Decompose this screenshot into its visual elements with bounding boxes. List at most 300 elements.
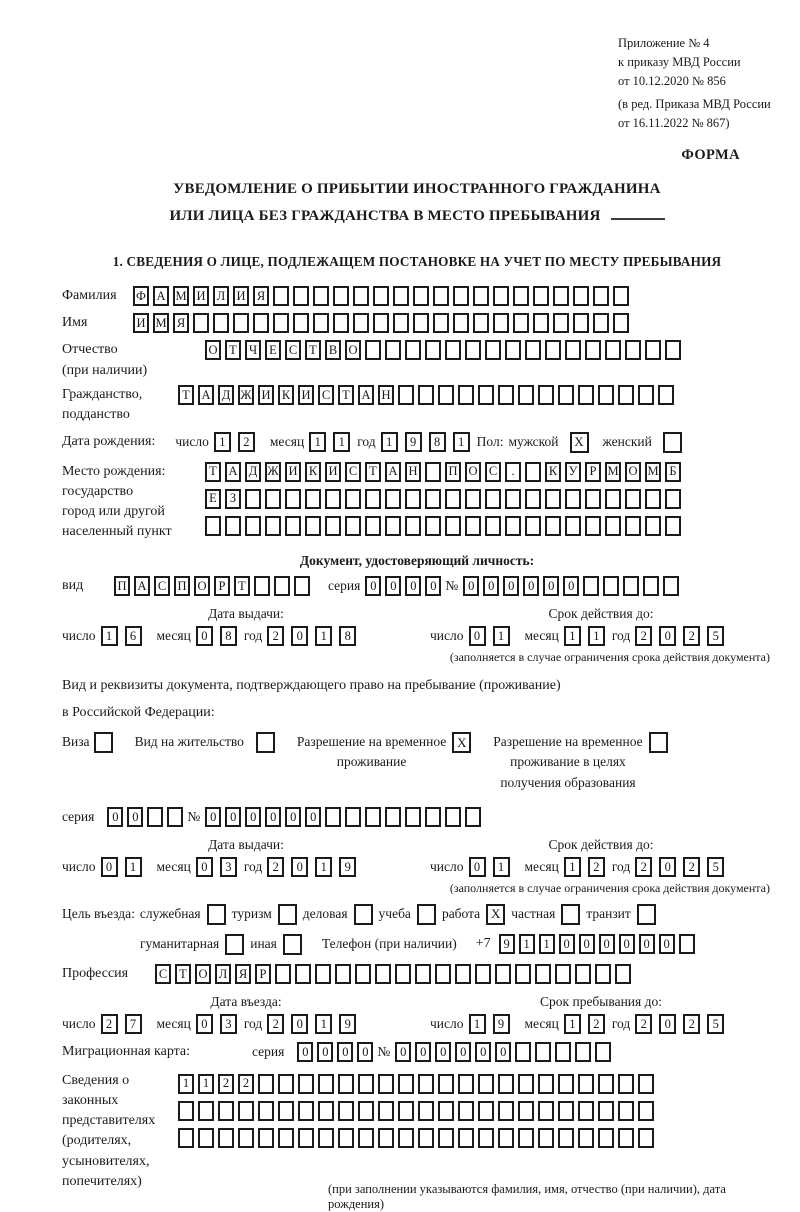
char-cell[interactable]: 0: [405, 576, 421, 596]
char-cell[interactable]: [375, 964, 391, 984]
char-cell[interactable]: [585, 489, 601, 509]
char-cell[interactable]: М: [173, 286, 189, 306]
char-cell[interactable]: [515, 1042, 531, 1062]
char-cell[interactable]: [398, 1101, 414, 1121]
char-cell[interactable]: 8: [339, 626, 356, 646]
char-cell[interactable]: [538, 1128, 554, 1148]
char-cell[interactable]: [405, 489, 421, 509]
char-cell[interactable]: [583, 576, 599, 596]
char-cell[interactable]: 2: [218, 1074, 234, 1094]
char-cell[interactable]: [365, 340, 381, 360]
char-cell[interactable]: [478, 1074, 494, 1094]
char-cell[interactable]: [315, 964, 331, 984]
char-cell[interactable]: 1: [315, 857, 332, 877]
char-cell[interactable]: 1: [309, 432, 326, 452]
char-cell[interactable]: [665, 340, 681, 360]
char-cell[interactable]: [493, 313, 509, 333]
char-cell[interactable]: [273, 313, 289, 333]
char-cell[interactable]: 0: [563, 576, 579, 596]
char-cell[interactable]: [605, 340, 621, 360]
char-cell[interactable]: [298, 1128, 314, 1148]
char-cell[interactable]: [545, 340, 561, 360]
char-cell[interactable]: [573, 286, 589, 306]
char-cell[interactable]: О: [194, 576, 210, 596]
char-cell[interactable]: [358, 1128, 374, 1148]
char-cell[interactable]: [445, 489, 461, 509]
char-cell[interactable]: 0: [543, 576, 559, 596]
char-cell[interactable]: [545, 516, 561, 536]
char-cell[interactable]: .: [505, 462, 521, 482]
char-cell[interactable]: [305, 516, 321, 536]
char-cell[interactable]: Я: [253, 286, 269, 306]
char-cell[interactable]: [295, 964, 311, 984]
char-cell[interactable]: [258, 1074, 274, 1094]
char-cell[interactable]: У: [565, 462, 581, 482]
char-cell[interactable]: [238, 1128, 254, 1148]
char-cell[interactable]: [478, 1101, 494, 1121]
char-cell[interactable]: [505, 489, 521, 509]
char-cell[interactable]: [293, 286, 309, 306]
char-cell[interactable]: [485, 489, 501, 509]
char-cell[interactable]: [535, 964, 551, 984]
char-cell[interactable]: [253, 313, 269, 333]
char-cell[interactable]: Я: [235, 964, 251, 984]
char-cell[interactable]: [658, 385, 674, 405]
char-cell[interactable]: 7: [125, 1014, 142, 1034]
char-cell[interactable]: [665, 516, 681, 536]
char-cell[interactable]: 0: [265, 807, 281, 827]
char-cell[interactable]: [525, 462, 541, 482]
char-cell[interactable]: [285, 489, 301, 509]
char-cell[interactable]: А: [385, 462, 401, 482]
char-cell[interactable]: [638, 1074, 654, 1094]
char-cell[interactable]: 1: [493, 857, 510, 877]
char-cell[interactable]: [603, 576, 619, 596]
char-cell[interactable]: [365, 489, 381, 509]
char-cell[interactable]: [353, 286, 369, 306]
char-cell[interactable]: Д: [218, 385, 234, 405]
char-cell[interactable]: 9: [339, 1014, 356, 1034]
char-cell[interactable]: С: [485, 462, 501, 482]
char-cell[interactable]: [495, 964, 511, 984]
char-cell[interactable]: О: [195, 964, 211, 984]
char-cell[interactable]: 2: [635, 1014, 652, 1034]
char-cell[interactable]: [425, 462, 441, 482]
char-cell[interactable]: [438, 1101, 454, 1121]
char-cell[interactable]: 5: [707, 626, 724, 646]
char-cell[interactable]: 0: [659, 857, 676, 877]
char-cell[interactable]: 1: [315, 1014, 332, 1034]
char-cell[interactable]: [605, 516, 621, 536]
char-cell[interactable]: 1: [214, 432, 231, 452]
char-cell[interactable]: 1: [178, 1074, 194, 1094]
char-cell[interactable]: 0: [503, 576, 519, 596]
char-cell[interactable]: [425, 340, 441, 360]
char-cell[interactable]: [458, 385, 474, 405]
char-cell[interactable]: [513, 286, 529, 306]
char-cell[interactable]: 2: [238, 1074, 254, 1094]
char-cell[interactable]: [473, 313, 489, 333]
char-cell[interactable]: [178, 1128, 194, 1148]
char-cell[interactable]: [558, 1101, 574, 1121]
char-cell[interactable]: Т: [175, 964, 191, 984]
char-cell[interactable]: [525, 340, 541, 360]
char-cell[interactable]: [398, 1128, 414, 1148]
char-cell[interactable]: 1: [198, 1074, 214, 1094]
char-cell[interactable]: [533, 313, 549, 333]
purpose-official-checkbox[interactable]: [207, 904, 226, 925]
char-cell[interactable]: Б: [665, 462, 681, 482]
char-cell[interactable]: [598, 1101, 614, 1121]
char-cell[interactable]: [385, 807, 401, 827]
char-cell[interactable]: 0: [196, 1014, 213, 1034]
char-cell[interactable]: [233, 313, 249, 333]
char-cell[interactable]: 0: [127, 807, 143, 827]
char-cell[interactable]: 8: [220, 626, 237, 646]
char-cell[interactable]: [345, 516, 361, 536]
purpose-tourism-checkbox[interactable]: [278, 904, 297, 925]
char-cell[interactable]: 2: [635, 857, 652, 877]
char-cell[interactable]: 0: [196, 857, 213, 877]
char-cell[interactable]: [425, 516, 441, 536]
char-cell[interactable]: Т: [178, 385, 194, 405]
char-cell[interactable]: 0: [579, 934, 595, 954]
char-cell[interactable]: [238, 1101, 254, 1121]
char-cell[interactable]: [425, 489, 441, 509]
char-cell[interactable]: А: [134, 576, 150, 596]
char-cell[interactable]: 0: [395, 1042, 411, 1062]
char-cell[interactable]: [453, 313, 469, 333]
char-cell[interactable]: [265, 489, 281, 509]
char-cell[interactable]: С: [154, 576, 170, 596]
char-cell[interactable]: И: [298, 385, 314, 405]
char-cell[interactable]: 0: [291, 857, 308, 877]
char-cell[interactable]: [245, 489, 261, 509]
char-cell[interactable]: 0: [291, 626, 308, 646]
char-cell[interactable]: [585, 340, 601, 360]
char-cell[interactable]: [338, 1074, 354, 1094]
char-cell[interactable]: М: [153, 313, 169, 333]
char-cell[interactable]: [465, 489, 481, 509]
char-cell[interactable]: [333, 286, 349, 306]
char-cell[interactable]: 9: [339, 857, 356, 877]
char-cell[interactable]: [613, 313, 629, 333]
char-cell[interactable]: [558, 1074, 574, 1094]
char-cell[interactable]: [615, 964, 631, 984]
char-cell[interactable]: Л: [213, 286, 229, 306]
char-cell[interactable]: 1: [315, 626, 332, 646]
char-cell[interactable]: [525, 489, 541, 509]
char-cell[interactable]: [305, 489, 321, 509]
char-cell[interactable]: 1: [539, 934, 555, 954]
char-cell[interactable]: [679, 934, 695, 954]
char-cell[interactable]: 3: [220, 857, 237, 877]
char-cell[interactable]: [605, 489, 621, 509]
char-cell[interactable]: 0: [469, 626, 486, 646]
char-cell[interactable]: [663, 576, 679, 596]
char-cell[interactable]: 0: [317, 1042, 333, 1062]
char-cell[interactable]: [393, 313, 409, 333]
char-cell[interactable]: [318, 1074, 334, 1094]
char-cell[interactable]: [358, 1074, 374, 1094]
char-cell[interactable]: 5: [707, 857, 724, 877]
char-cell[interactable]: 0: [619, 934, 635, 954]
char-cell[interactable]: [378, 1128, 394, 1148]
char-cell[interactable]: П: [174, 576, 190, 596]
char-cell[interactable]: [258, 1101, 274, 1121]
char-cell[interactable]: Ф: [133, 286, 149, 306]
char-cell[interactable]: [485, 340, 501, 360]
char-cell[interactable]: [358, 1101, 374, 1121]
char-cell[interactable]: Т: [305, 340, 321, 360]
char-cell[interactable]: А: [153, 286, 169, 306]
char-cell[interactable]: [345, 489, 361, 509]
char-cell[interactable]: [478, 1128, 494, 1148]
char-cell[interactable]: 9: [499, 934, 515, 954]
char-cell[interactable]: [498, 1101, 514, 1121]
char-cell[interactable]: 0: [483, 576, 499, 596]
char-cell[interactable]: [498, 1074, 514, 1094]
purpose-work-checkbox[interactable]: X: [486, 904, 505, 925]
char-cell[interactable]: И: [193, 286, 209, 306]
char-cell[interactable]: [378, 1101, 394, 1121]
char-cell[interactable]: [338, 1101, 354, 1121]
char-cell[interactable]: [625, 340, 641, 360]
char-cell[interactable]: [643, 576, 659, 596]
char-cell[interactable]: 0: [559, 934, 575, 954]
char-cell[interactable]: К: [278, 385, 294, 405]
char-cell[interactable]: [395, 964, 411, 984]
char-cell[interactable]: [645, 340, 661, 360]
char-cell[interactable]: Р: [214, 576, 230, 596]
char-cell[interactable]: И: [285, 462, 301, 482]
char-cell[interactable]: Т: [225, 340, 241, 360]
char-cell[interactable]: [313, 286, 329, 306]
char-cell[interactable]: [578, 1128, 594, 1148]
char-cell[interactable]: [293, 313, 309, 333]
char-cell[interactable]: [205, 516, 221, 536]
char-cell[interactable]: [405, 340, 421, 360]
char-cell[interactable]: [518, 385, 534, 405]
char-cell[interactable]: 1: [564, 626, 581, 646]
char-cell[interactable]: 1: [564, 857, 581, 877]
char-cell[interactable]: [385, 489, 401, 509]
char-cell[interactable]: [418, 1074, 434, 1094]
char-cell[interactable]: 0: [523, 576, 539, 596]
char-cell[interactable]: [218, 1101, 234, 1121]
char-cell[interactable]: [445, 516, 461, 536]
char-cell[interactable]: С: [155, 964, 171, 984]
char-cell[interactable]: И: [258, 385, 274, 405]
char-cell[interactable]: 8: [429, 432, 446, 452]
char-cell[interactable]: [385, 516, 401, 536]
char-cell[interactable]: [545, 489, 561, 509]
char-cell[interactable]: [365, 807, 381, 827]
char-cell[interactable]: [595, 1042, 611, 1062]
char-cell[interactable]: Т: [338, 385, 354, 405]
char-cell[interactable]: 2: [683, 1014, 700, 1034]
char-cell[interactable]: [455, 964, 471, 984]
char-cell[interactable]: [585, 516, 601, 536]
char-cell[interactable]: [178, 1101, 194, 1121]
char-cell[interactable]: М: [605, 462, 621, 482]
char-cell[interactable]: [613, 286, 629, 306]
char-cell[interactable]: 1: [453, 432, 470, 452]
char-cell[interactable]: 1: [125, 857, 142, 877]
char-cell[interactable]: [578, 1074, 594, 1094]
char-cell[interactable]: [373, 313, 389, 333]
char-cell[interactable]: [593, 286, 609, 306]
char-cell[interactable]: 0: [435, 1042, 451, 1062]
char-cell[interactable]: [638, 385, 654, 405]
char-cell[interactable]: [355, 964, 371, 984]
char-cell[interactable]: [513, 313, 529, 333]
char-cell[interactable]: 1: [469, 1014, 486, 1034]
char-cell[interactable]: [618, 1128, 634, 1148]
char-cell[interactable]: [345, 807, 361, 827]
purpose-private-checkbox[interactable]: [561, 904, 580, 925]
char-cell[interactable]: [518, 1128, 534, 1148]
sex-male-checkbox[interactable]: X: [570, 432, 589, 453]
char-cell[interactable]: [435, 964, 451, 984]
char-cell[interactable]: [278, 1074, 294, 1094]
char-cell[interactable]: [278, 1128, 294, 1148]
char-cell[interactable]: 0: [107, 807, 123, 827]
char-cell[interactable]: [325, 516, 341, 536]
char-cell[interactable]: [294, 576, 310, 596]
char-cell[interactable]: 0: [385, 576, 401, 596]
char-cell[interactable]: [625, 489, 641, 509]
char-cell[interactable]: [273, 286, 289, 306]
char-cell[interactable]: [325, 807, 341, 827]
char-cell[interactable]: 1: [101, 626, 118, 646]
char-cell[interactable]: [298, 1074, 314, 1094]
char-cell[interactable]: 1: [493, 626, 510, 646]
char-cell[interactable]: [198, 1101, 214, 1121]
temp-residence-checkbox[interactable]: X: [452, 732, 471, 753]
char-cell[interactable]: Я: [173, 313, 189, 333]
char-cell[interactable]: [598, 385, 614, 405]
char-cell[interactable]: [433, 286, 449, 306]
char-cell[interactable]: [598, 1074, 614, 1094]
char-cell[interactable]: [578, 1101, 594, 1121]
char-cell[interactable]: 0: [285, 807, 301, 827]
char-cell[interactable]: [578, 385, 594, 405]
char-cell[interactable]: Е: [205, 489, 221, 509]
char-cell[interactable]: [565, 489, 581, 509]
char-cell[interactable]: 2: [635, 626, 652, 646]
char-cell[interactable]: [565, 516, 581, 536]
char-cell[interactable]: [398, 1074, 414, 1094]
char-cell[interactable]: [505, 516, 521, 536]
char-cell[interactable]: О: [345, 340, 361, 360]
char-cell[interactable]: [458, 1074, 474, 1094]
char-cell[interactable]: 2: [683, 857, 700, 877]
char-cell[interactable]: [645, 516, 661, 536]
char-cell[interactable]: [385, 340, 401, 360]
char-cell[interactable]: [498, 1128, 514, 1148]
char-cell[interactable]: [147, 807, 163, 827]
purpose-humanitarian-checkbox[interactable]: [225, 934, 244, 955]
char-cell[interactable]: 0: [357, 1042, 373, 1062]
char-cell[interactable]: 0: [205, 807, 221, 827]
char-cell[interactable]: [193, 313, 209, 333]
char-cell[interactable]: 2: [588, 1014, 605, 1034]
char-cell[interactable]: [415, 964, 431, 984]
char-cell[interactable]: 0: [469, 857, 486, 877]
char-cell[interactable]: [275, 964, 291, 984]
char-cell[interactable]: [335, 964, 351, 984]
char-cell[interactable]: 1: [333, 432, 350, 452]
char-cell[interactable]: А: [225, 462, 241, 482]
purpose-transit-checkbox[interactable]: [637, 904, 656, 925]
char-cell[interactable]: [398, 385, 414, 405]
char-cell[interactable]: Н: [378, 385, 394, 405]
char-cell[interactable]: 5: [707, 1014, 724, 1034]
char-cell[interactable]: 2: [588, 857, 605, 877]
char-cell[interactable]: Т: [205, 462, 221, 482]
char-cell[interactable]: 6: [125, 626, 142, 646]
char-cell[interactable]: [618, 1101, 634, 1121]
char-cell[interactable]: [318, 1128, 334, 1148]
char-cell[interactable]: [453, 286, 469, 306]
char-cell[interactable]: С: [345, 462, 361, 482]
char-cell[interactable]: [478, 385, 494, 405]
char-cell[interactable]: [575, 1042, 591, 1062]
char-cell[interactable]: Е: [265, 340, 281, 360]
char-cell[interactable]: 0: [305, 807, 321, 827]
char-cell[interactable]: И: [233, 286, 249, 306]
char-cell[interactable]: [538, 385, 554, 405]
char-cell[interactable]: О: [625, 462, 641, 482]
char-cell[interactable]: [413, 286, 429, 306]
char-cell[interactable]: [405, 516, 421, 536]
char-cell[interactable]: [558, 1128, 574, 1148]
char-cell[interactable]: 0: [599, 934, 615, 954]
char-cell[interactable]: [418, 1101, 434, 1121]
char-cell[interactable]: 0: [415, 1042, 431, 1062]
char-cell[interactable]: 2: [238, 432, 255, 452]
char-cell[interactable]: [213, 313, 229, 333]
char-cell[interactable]: [333, 313, 349, 333]
char-cell[interactable]: О: [465, 462, 481, 482]
char-cell[interactable]: [258, 1128, 274, 1148]
char-cell[interactable]: 0: [337, 1042, 353, 1062]
char-cell[interactable]: [325, 489, 341, 509]
char-cell[interactable]: [618, 1074, 634, 1094]
char-cell[interactable]: [645, 489, 661, 509]
char-cell[interactable]: Т: [234, 576, 250, 596]
char-cell[interactable]: [438, 385, 454, 405]
temp-residence-edu-checkbox[interactable]: [649, 732, 668, 753]
char-cell[interactable]: 2: [267, 857, 284, 877]
char-cell[interactable]: И: [325, 462, 341, 482]
char-cell[interactable]: [405, 807, 421, 827]
char-cell[interactable]: 2: [683, 626, 700, 646]
char-cell[interactable]: Ж: [265, 462, 281, 482]
char-cell[interactable]: 0: [297, 1042, 313, 1062]
char-cell[interactable]: [458, 1128, 474, 1148]
char-cell[interactable]: [438, 1074, 454, 1094]
char-cell[interactable]: 0: [291, 1014, 308, 1034]
char-cell[interactable]: 0: [196, 626, 213, 646]
char-cell[interactable]: С: [285, 340, 301, 360]
char-cell[interactable]: [298, 1101, 314, 1121]
char-cell[interactable]: [623, 576, 639, 596]
residence-permit-checkbox[interactable]: [256, 732, 275, 753]
char-cell[interactable]: 9: [493, 1014, 510, 1034]
purpose-other-checkbox[interactable]: [283, 934, 302, 955]
